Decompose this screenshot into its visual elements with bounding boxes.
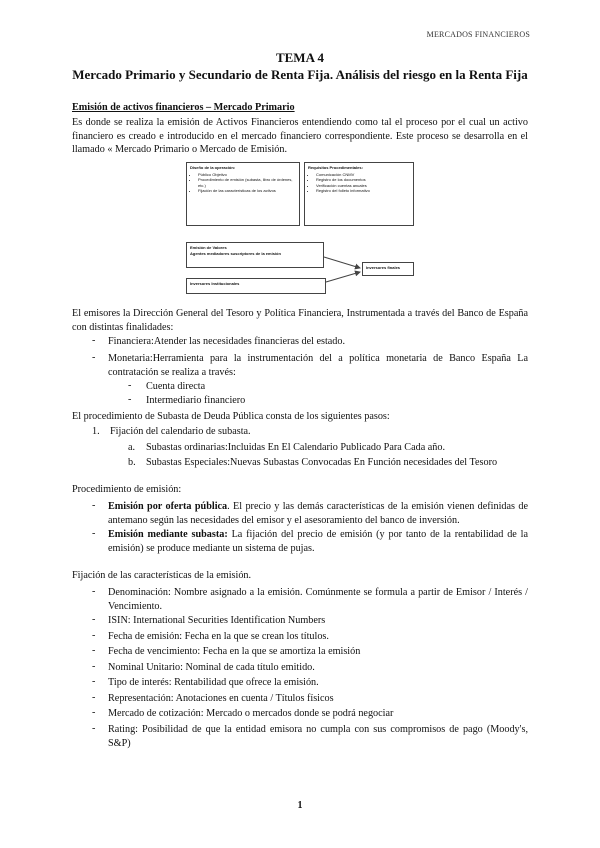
fijacion-heading: Fijación de las características de la emisión. [72,570,252,581]
emisores-paragraph: El emisores la Dirección General del Tesoro y Política Financiera, Instrumentada a través del Banco de España con distintas finalidades: [72,308,528,333]
oferta-publica-label: Emisión por oferta pública [108,501,228,512]
requisitos-item: • Registro de los documentos [316,177,410,183]
list-item: Subastas Especiales:Nuevas Subastas Convocadas En Función necesidades del Tesoro [146,457,498,468]
dash-bullet: - [92,614,96,625]
diseno-item: • Procedimiento de emisión (subasta, libro de órdenes, etc.) [198,177,296,188]
dash-bullet: - [92,500,96,511]
oferta-publica-text: . El precio y las demás características de la emisión vienen definidas de antemano según las necesidades del emisor y el asesoramiento del banco de inversión. [108,501,528,526]
dash-bullet: - [128,380,132,391]
section-heading: Emisión de activos financieros – Mercado Primario [72,102,295,113]
dash-bullet: - [92,645,96,656]
list-item: Financiera:Atender las necesidades financieras del estado. [108,336,346,347]
list-item: Intermediario financiero [146,395,246,406]
dash-bullet: - [92,528,96,539]
document-title: TEMA 4 [275,50,325,65]
list-item: Monetaria:Herramienta para la instrumentación del a política monetaria de Banco España La contratación se realiza a través: [108,353,528,378]
list-letter: a. [128,442,136,453]
list-item: Tipo de interés: Rentabilidad que ofrece la emisión. [108,677,319,688]
list-letter: b. [128,457,136,468]
arrow-to-final-investors [324,257,360,268]
box-diseno [186,162,300,226]
list-item: Representación: Anotaciones en cuenta / Títulos físicos [108,693,334,704]
requisitos-item: • Registro del folleto informativo [316,188,410,194]
list-item: Fecha de vencimiento: Fecha en la que se amortiza la emisión [108,646,361,657]
dash-bullet: - [92,352,96,363]
list-item: Cuenta directa [146,381,206,392]
dash-bullet: - [92,661,96,672]
running-header: MERCADOS FINANCIEROS [426,30,530,39]
box-requisitos [304,162,414,226]
dash-bullet: - [92,586,96,597]
page-number: 1 [297,800,303,811]
dash-bullet: - [92,676,96,687]
list-item: ISIN: International Securities Identification Numbers [108,615,326,626]
procedimiento-heading: Procedimiento de emisión: [72,484,182,495]
subasta-intro: El procedimiento de Subasta de Deuda Pública consta de los siguientes pasos: [72,411,390,422]
requisitos-item: • Verificación cuentas anuales [316,183,410,189]
emission-process-diagram [186,162,414,296]
diseno-item: • Fijación de las características de los activos [198,188,296,194]
list-item [108,500,528,527]
list-item: Rating: Posibilidad de que la entidad emisora no cumpla con sus compromisos de pago (Moody's, S&P) [108,724,528,749]
diseno-item: • Público Objetivo [198,172,296,178]
box-finales-label: Inversores finales [366,265,401,270]
list-item: Nominal Unitario: Nominal de cada título emitido. [108,662,315,673]
requisitos-item: • Comunicación CNMV [316,172,410,178]
list-item: Fecha de emisión: Fecha en la que se crean los títulos. [108,631,329,642]
dash-bullet: - [92,692,96,703]
box-inversores-finales [362,262,414,276]
intro-paragraph: Es donde se realiza la emisión de Activos Financieros entendiendo como tal el proceso por el cual un activo financiero es creado e introducido en el mercado financiero correspondiente. Este proceso se desarrolla en el llamado « Mercado Primario o Mercado de Emisión. [72,117,528,156]
box-emision-valores [186,242,324,268]
list-item [108,528,528,555]
dash-bullet: - [92,723,96,734]
box-institucionales-label: Inversores Institucionales [190,281,240,286]
dash-bullet: - [92,630,96,641]
box-requisitos-title: Requisitos Procedimentales: [308,165,363,170]
dash-bullet: - [128,394,132,405]
arrow-from-institutional [326,272,360,282]
box-emision-title: Emisión de Valores [190,245,227,250]
list-item: Denominación: Nombre asignado a la emisión. Comúnmente se formula a partir de Emisor / Interés / Vencimiento. [108,587,528,612]
document-subtitle: Mercado Primario y Secundario de Renta Fija. Análisis del riesgo en la Renta Fija [72,67,528,82]
list-item: Mercado de cotización: Mercado o mercados donde se podrá negociar [108,708,394,719]
list-item: Subastas ordinarias:Incluidas En El Calendario Publicado Para Cada año. [146,442,446,453]
box-inversores-institucionales [186,278,326,294]
list-number: 1. [92,426,100,437]
list-item: Fijación del calendario de subasta. [110,426,251,437]
dash-bullet: - [92,707,96,718]
subasta-label: Emisión mediante subasta: [108,529,228,540]
box-emision-sub: Agentes mediadores suscriptores de la emisión [190,250,281,256]
box-diseno-title: Diseño de la operación: [190,165,236,170]
subasta-text: La fijación del precio de emisión (y por tanto de la rentabilidad de la emisión) se produce mediante un sistema de pujas. [108,529,528,554]
dash-bullet: - [92,335,96,346]
